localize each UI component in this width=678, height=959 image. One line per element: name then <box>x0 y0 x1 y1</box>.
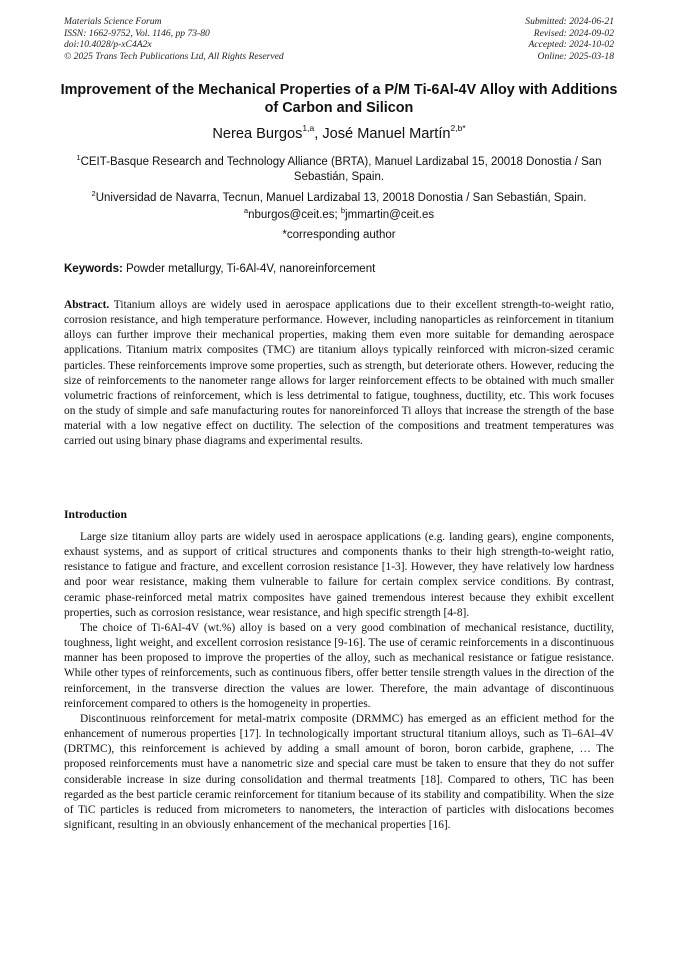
submitted-date: Submitted: 2024-06-21 <box>525 16 614 27</box>
submission-dates <box>525 16 614 62</box>
paragraph: Large size titanium alloy parts are widely used in aerospace applications (e.g. landing gears), engine components, exhaust systems, and as support of critical structures and components thanks to their high strength-to-weight ratio, resistance to fatigue and fracture, and excellent corrosion resistance [1-3]. However, they have relatively low hardness and poor wear resistance, making them vulnerable to failure for certain complex service conditions. By contrast, ceramic phase-reinforced metal matrix composites have gained tremendous interest because they exhibit excellent properties, such as corrosion resistance, wear resistance, and high specific strength [4-8]. <box>64 531 614 619</box>
online-date: Online: 2025-03-18 <box>537 50 614 62</box>
affiliation-1 <box>62 150 616 185</box>
keywords-text: Powder metallurgy, Ti-6Al-4V, nanoreinforcement <box>122 263 376 275</box>
paragraph: Discontinuous reinforcement for metal-matrix composite (DRMMC) has emerged as an efficient method for the enhancement of numerous properties [17]. In technologically important structural titanium alloys, such as Ti–6Al–4V (DRTMC), this reinforcement is achieved by adding a small amount of boron, boron carbide, graphene, … The proposed reinforcements must have a nanometric size and special care must be taken to ensure that they do not suffer considerable increase in size during consolidation and thermal treatments [18]. Compared to others, TiC has been regarded as the best particle ceramic reinforcement for titanium because of its stability and compatibility. When the size of TiC particles is reduced from micrometers to nanometers, the interaction of particles with dislocations becomes significant, resulting in an obviously enhancement of the mechanical properties [16]. <box>64 712 614 831</box>
doi: doi:10.4028/p-xC4A2x <box>64 39 152 51</box>
email-superscript: b <box>340 206 346 215</box>
affiliation-2 <box>62 186 616 206</box>
author-superscript: 1,a <box>302 123 315 133</box>
author-separator: , <box>314 125 323 142</box>
affiliation-text: Universidad de Navarra, Tecnun, Manuel Lardizabal 13, 20018 Donostia / San Sebastián, Spain. <box>95 191 587 204</box>
author-superscript: 2,b* <box>450 123 466 133</box>
paragraph: The choice of Ti-6Al-4V (wt.%) alloy is based on a very good combination of mechanical resistance, ductility, toughness, light weight, and excellent corrosion resistance [9-16]. The use of ceramic reinforcements in a discontinuous manner has been proposed to improve the properties of the alloy, such as mechanical resistance or fatigue resistance. While other types of reinforcements, such as continuous fibers, offer better tensile strength values in the direction of the reinforcement, in the transverse direction the values are lower. Therefore, the main advantage of discontinuous reinforcement compared to others is the homogeneity in properties. <box>64 621 614 710</box>
accepted-date: Accepted: 2024-10-02 <box>528 39 614 51</box>
author-list <box>60 124 618 142</box>
author-name: Nerea Burgos <box>212 125 303 142</box>
introduction-body <box>64 530 614 833</box>
author-name: José Manuel Martín <box>322 125 451 142</box>
keywords <box>64 263 375 275</box>
affiliation-text: CEIT-Basque Research and Technology Alliance (BRTA), Manuel Lardizabal 15, 20018 Donostia / San Sebastián, Spain. <box>80 155 602 183</box>
author-emails <box>60 206 618 221</box>
corresponding-author-note: *corresponding author <box>282 229 396 241</box>
journal-name: Materials Science Forum <box>64 16 162 27</box>
email-superscript: a <box>243 206 249 215</box>
abstract-label: Abstract. <box>64 299 110 311</box>
affiliation-superscript: 1 <box>76 153 81 162</box>
abstract <box>64 298 614 450</box>
revised-date: Revised: 2024-09-02 <box>533 27 614 39</box>
journal-info <box>64 16 284 62</box>
email-address: jmmartin@ceit.es <box>345 208 435 221</box>
affiliation-superscript: 2 <box>91 189 96 198</box>
issn-volume-pages: ISSN: 1662-9752, Vol. 1146, pp 73-80 <box>64 27 210 39</box>
abstract-text: Titanium alloys are widely used in aerospace applications due to their excellent strength-to-weight ratio, corrosion resistance, and high temperature performance. However, including nanoparticles as reinforcement in titanium alloys can further improve their mechanical properties, making them even more suitable for demanding aerospace applications. Titanium matrix composites (TMC) are titanium alloys typically reinforced with micron-sized ceramic particles. These reinforcements improve some properties, such as strength, but deteriorate others. However, reducing the size of reinforcements to the nanometer range allows for larger reinforcement effects to be obtained with much smaller volumetric fractions of reinforcement, which is less detrimental to fatigue, toughness, ductility, etc. This work focuses on the study of simple and safe manufacturing routes for nanoreinforced Ti alloys that increase the strength of the base material with a low negative effect on ductility. The selection of the compositions and treatment temperatures was carried out using binary phase diagrams and experimental results. <box>64 299 614 448</box>
paper-title: Improvement of the Mechanical Properties of a P/M Ti-6Al-4V Alloy with Additions of Carbon and Silicon <box>60 82 618 116</box>
copyright: © 2025 Trans Tech Publications Ltd, All Rights Reserved <box>64 50 284 62</box>
keywords-label: Keywords: <box>64 263 123 275</box>
introduction-heading: Introduction <box>64 508 127 521</box>
email-address: nburgos@ceit.es; <box>248 208 341 221</box>
